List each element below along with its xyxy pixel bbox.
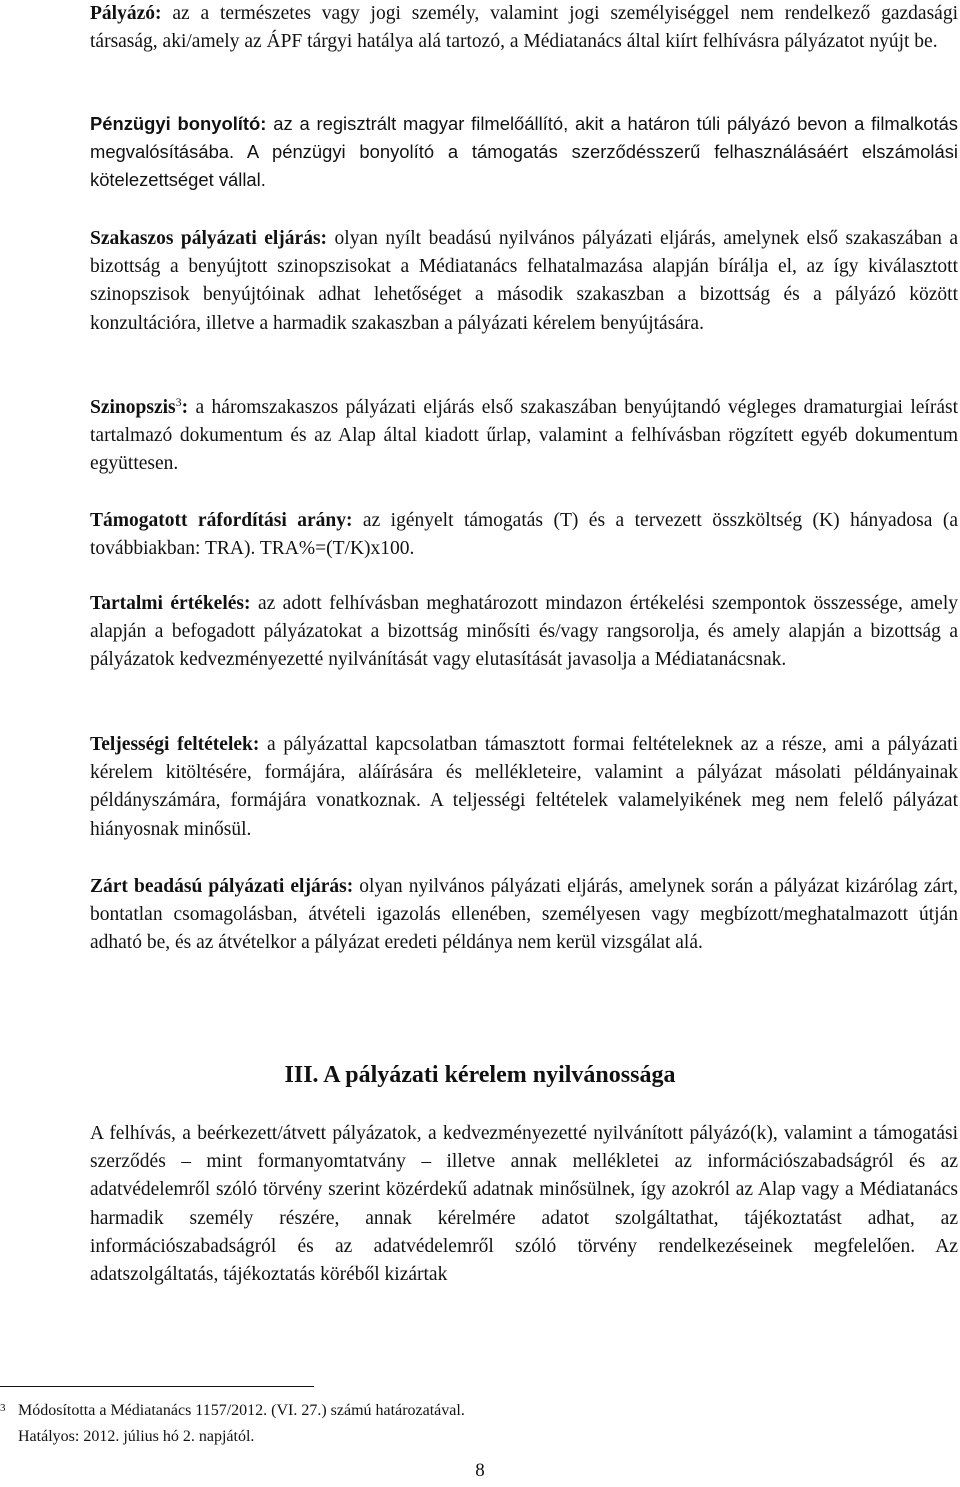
definition-term: Teljességi feltételek:: [90, 734, 260, 755]
footnote-separator: [0, 1386, 314, 1387]
definition-szinopszis: [90, 394, 958, 479]
definition-text: az a regisztrált magyar filmelőállító, akit a határon túli pályázó bevon a filmalkotás megvalósításába. A pénzügyi bonyolító a támogatás szerződésszerű felhasználásáért elszámolási kötelezettséget vállal.: [90, 113, 958, 191]
definition-term: Zárt beadású pályázati eljárás:: [90, 876, 354, 897]
footnote-line-2: Hatályos: 2012. július hó 2. napjától.: [18, 1428, 255, 1445]
definition-palyazo: [90, 0, 958, 56]
definition-term: Pályázó:: [90, 3, 162, 24]
section-heading: III. A pályázati kérelem nyilvánossága: [284, 1062, 676, 1088]
page-number: 8: [475, 1460, 485, 1481]
definition-text: olyan nyilvános pályázati eljárás, amelynek során a pályázat kizárólag zárt, bontatlan csomagolásban, átvételi igazolás ellenében, személyesen vagy megbízott/meghatalmazott útján adható be, és az átvételkor a pályázat eredeti példánya nem kerül vizsgálat alá.: [90, 876, 958, 954]
definition-term: Tartalmi értékelés:: [90, 593, 251, 614]
definition-penzugyi-bonyolito: [90, 110, 958, 195]
definition-text: az a természetes vagy jogi személy, valamint jogi személyiséggel nem rendelkező gazdasági társaság, aki/amely az ÁPF tárgyi hatálya alá tartozó, a Médiatanács által kiírt felhívásra pályázatot nyújt be.: [90, 3, 958, 53]
definition-text: a háromszakaszos pályázati eljárás első szakaszában benyújtandó végleges dramaturgiai leírást tartalmazó dokumentum és az Alap által kiadott űrlap, valamint a felhívásban rögzített egyéb dokumentum együttesen.: [90, 397, 958, 475]
definition-szakaszos-eljaras: [90, 225, 958, 338]
definition-tartalmi-ertekeles: [90, 590, 958, 675]
definition-text: olyan nyílt beadású nyilvános pályázati eljárás, amelynek első szakaszában a bizottság a benyújtott szinopszisokat a Médiatanács felhatalmazása alapján bírálja el, az így kiválasztott szinopszisok benyújtóinak adhat lehetőséget a második szakaszban a bizottság és a pályázó között konzultációra, illetve a harmadik szakaszban a pályázati kérelem benyújtására.: [90, 228, 958, 334]
definition-zart-beadasu-eljaras: [90, 873, 958, 958]
definition-term: Támogatott ráfordítási arány:: [90, 510, 353, 531]
definition-text: az igényelt támogatás (T) és a tervezett összköltség (K) hányadosa (a továbbiakban: TRA). TRA%=(T/K)x100.: [90, 510, 958, 560]
section-body: A felhívás, a beérkezett/átvett pályázatok, a kedvezményezetté nyilvánított pályázó(k), valamint a támogatási szerződés – mint formanyomtatvány – illetve annak mellékletei az információszabadságról és az adatvédelemről szóló törvény szerint közérdekű adatnak minősülnek, így azokról az Alap vagy a Médiatanács harmadik személy részére, annak kérelmére adatot szolgáltathat, tájékoztatást adhat, az információszabadságról és az adatvédelemről szóló törvény rendelkezéseinek megfelelően. Az adatszolgáltatás, tájékoztatás köréből kizártak: [90, 1123, 958, 1286]
footnote-line-1: Módosította a Médiatanács 1157/2012. (VI. 27.) számú határozatával.: [18, 1402, 465, 1419]
definition-text: a pályázattal kapcsolatban támasztott formai feltételeknek az a része, ami a pályázati kérelem kitöltésére, formájára, aláírására és mellékleteire, valamint a pályázat másolati példányainak példányszámára, formájára vonatkoznak. A teljességi feltételek valamelyikének meg nem felelő pályázat hiányosnak minősül.: [90, 734, 958, 840]
definition-teljessegi-feltetelek: [90, 731, 958, 844]
definition-term-colon: :: [181, 397, 189, 418]
definition-term: Szakaszos pályázati eljárás:: [90, 228, 328, 249]
definition-term: Pénzügyi bonyolító:: [90, 113, 267, 134]
definition-text: az adott felhívásban meghatározott mindazon értékelési szempontok összessége, amely alapján a befogadott pályázatokat a bizottság minősíti és/vagy rangsorolja, és amely alapján a bizottság a pályázatok kedvezményezetté nyilvánítását vagy elutasítását javasolja a Médiatanácsnak.: [90, 593, 958, 671]
definition-term: Szinopszis: [90, 397, 176, 418]
footnote-mark: 3: [0, 1402, 6, 1414]
definition-tra: [90, 507, 958, 563]
footnote-reference: 3: [175, 395, 182, 409]
